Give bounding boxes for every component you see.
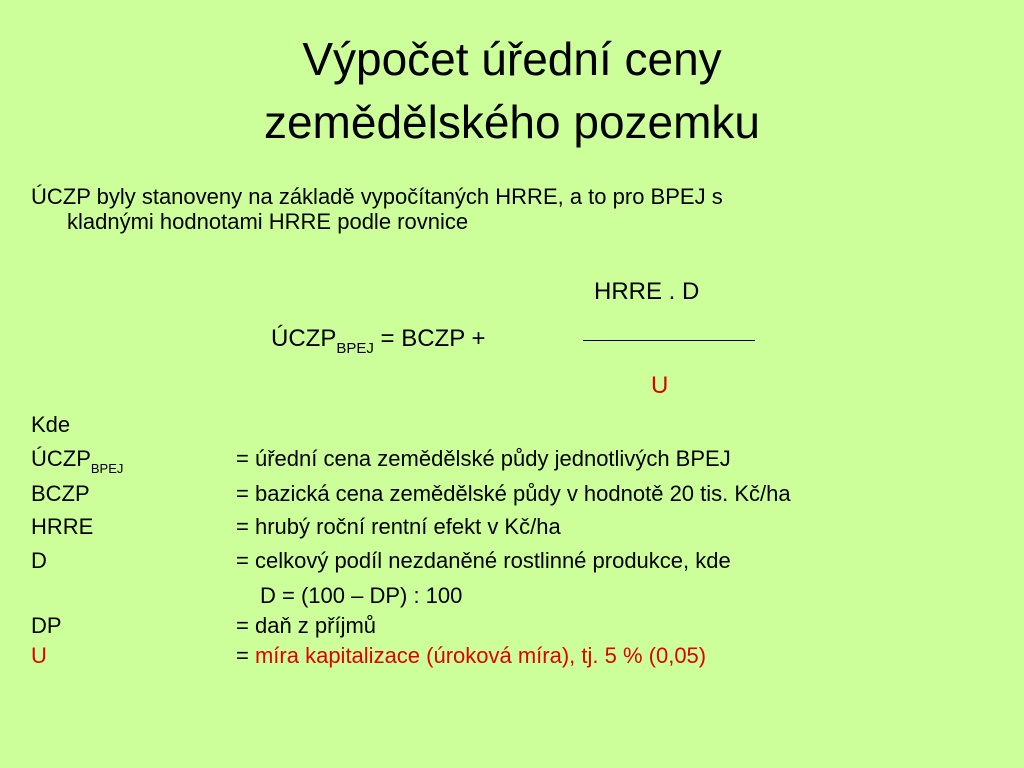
equals-sign: = [236, 514, 249, 539]
def-symbol-dp: DP [31, 613, 62, 638]
def-d-formula: D = (100 – DP) : 100 [260, 583, 463, 608]
def-text-d [236, 548, 731, 574]
def-symbol-u: U [31, 643, 47, 668]
def-description: celkový podíl nezdaněné rostlinné produkce, kde [248, 548, 731, 573]
def-description: hrubý roční rentní efekt v Kč/ha [248, 514, 561, 539]
def-text-u [236, 643, 706, 669]
equals-sign: = [236, 446, 249, 471]
intro-line-2: kladnými hodnotami HRRE podle rovnice [67, 209, 469, 234]
def-text-uczp [236, 446, 731, 472]
formula-numerator: HRRE . D [594, 278, 700, 305]
equals-sign: = [236, 613, 249, 638]
def-symbol-hrre: HRRE [31, 514, 94, 539]
formula-middle: = BCZP + [373, 325, 486, 352]
def-symbol-text: ÚCZP [31, 446, 91, 471]
def-description: daň z příjmů [248, 613, 377, 638]
equals-sign: = [236, 481, 249, 506]
def-description: bazická cena zemědělské půdy v hodnotě 20 tis. Kč/ha [248, 481, 791, 506]
formula-left-side [271, 326, 485, 355]
def-text-bczp [236, 481, 791, 507]
def-description: míra kapitalizace (úroková míra), tj. 5 % (0,05) [248, 643, 707, 668]
def-symbol-d: D [31, 548, 47, 573]
fraction-bar [583, 340, 755, 341]
formula-denominator: U [651, 372, 669, 399]
equals-sign: = [236, 548, 249, 573]
slide-title-line-2: zemědělského pozemku [263, 96, 761, 148]
def-symbol-bczp: BCZP [31, 481, 90, 506]
intro-line-1: ÚCZP byly stanoveny na základě vypočítaných HRRE, a to pro BPEJ s [31, 184, 723, 209]
slide-title-line-1: Výpočet úřední ceny [302, 33, 722, 85]
def-symbol-uczp [31, 446, 123, 475]
kde-label: Kde [31, 412, 71, 437]
formula-lhs-subscript: BPEJ [336, 340, 374, 357]
def-text-hrre [236, 514, 561, 540]
def-text-dp [236, 613, 376, 639]
formula-lhs: ÚCZP [271, 325, 337, 352]
equals-sign: = [236, 643, 249, 668]
def-symbol-subscript: BPEJ [90, 461, 124, 476]
def-description: úřední cena zemědělské půdy jednotlivých BPEJ [248, 446, 731, 471]
